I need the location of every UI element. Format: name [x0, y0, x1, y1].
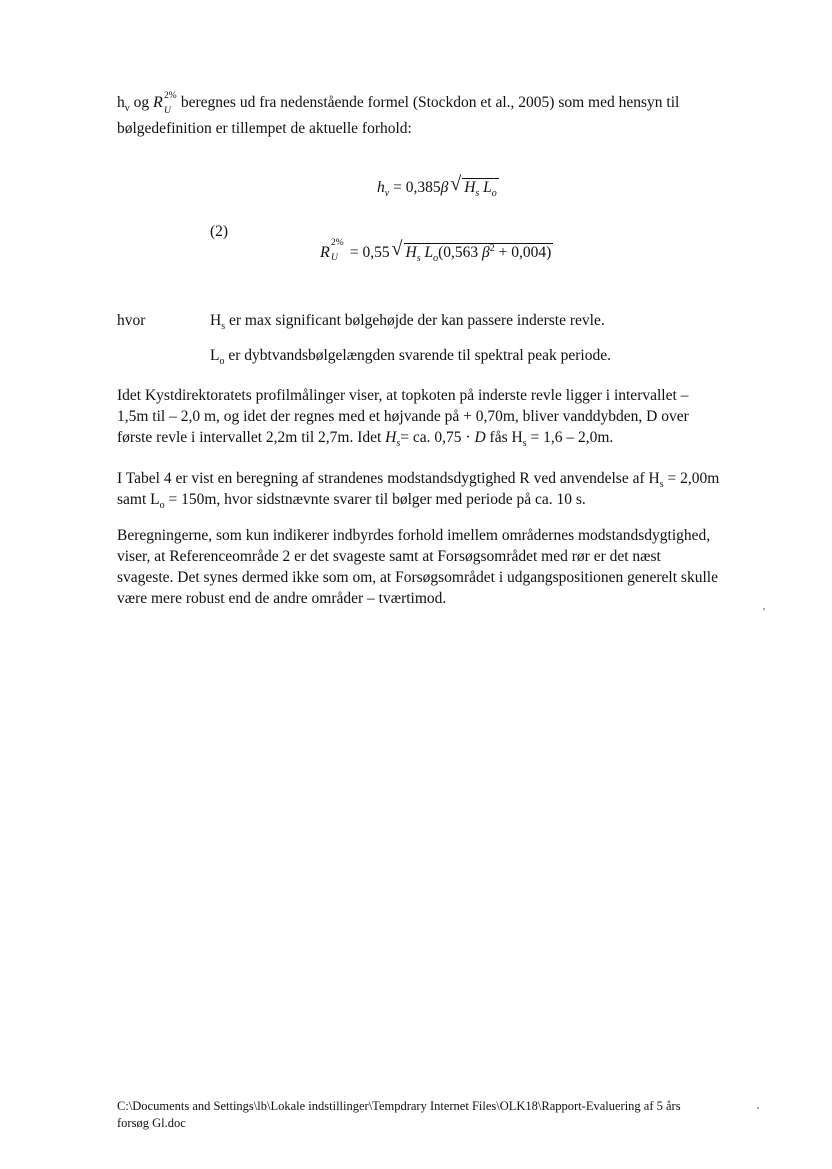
para2-line-1-subscript: s — [659, 479, 664, 491]
symbol-r — [153, 91, 177, 116]
para2-line-2-start: samt L — [117, 491, 160, 508]
definition-lo — [210, 347, 611, 368]
para1-fas-subscript: s — [522, 438, 527, 450]
para1-line-3-end: = 1,6 – 2,0m. — [530, 429, 614, 446]
para2-line-2-subscript: o — [159, 500, 165, 512]
footer-filepath — [117, 1098, 777, 1132]
para1-line-2: 1,5m til – 2,0 m, og idet der regnes med et højvande på + 0,70m, bliver vanddybden, D over — [117, 408, 689, 425]
formula-hv — [377, 173, 499, 200]
formula1-coefficient: = 0,385 — [393, 179, 441, 196]
scan-speck — [763, 608, 765, 610]
definition-lo-symbol: L — [210, 347, 220, 364]
definition-hs — [210, 312, 605, 333]
para1-line-1: Idet Kystdirektoratets profilmålinger viser, at topkoten på inderste revle ligger i intervallet – — [117, 387, 689, 404]
formula1-H: H — [464, 179, 476, 196]
formula2-sqrt — [391, 238, 554, 265]
formula2-radicand — [404, 242, 554, 265]
intro-line-1-text: beregnes ud fra nedenstående formel (Stockdon et al., 2005) som med hensyn til — [180, 94, 680, 111]
para3-line-1: Beregningerne, som kun indikerer indbyrdes forhold imellem områdernes modstandsdygtighed, — [117, 527, 711, 544]
formula-ru — [320, 238, 553, 265]
formula1-lhs-subscript: v — [384, 188, 390, 200]
definition-lo-subscript: o — [219, 356, 225, 368]
symbol-r-main: R — [153, 94, 163, 111]
formula1-L: L — [483, 179, 492, 196]
para3-line-2: viser, at Referenceområde 2 er det svageste samt at Forsøgsområdet med rør er det næst — [117, 548, 661, 565]
formula2-lhs-main: R — [320, 244, 330, 261]
formula1-beta: β — [440, 179, 449, 196]
intro-line-1 — [117, 91, 777, 116]
formula2-lhs-superscript: 2% — [331, 238, 344, 248]
symbol-h-subscript: v — [124, 103, 130, 115]
formula2-lhs-subscript: U — [331, 253, 338, 263]
para2-line-1 — [117, 468, 777, 489]
intro-og: og — [133, 94, 150, 111]
intro-line-2: bølgedefinition er tillempet de aktuelle forhold: — [117, 120, 412, 137]
para3-line-3: svageste. Det synes dermed ikke som om, at Forsøgsområdet i udgangspositionen generelt skulle — [117, 569, 718, 586]
para1-D-symbol: D — [474, 429, 486, 446]
definition-hs-symbol: H — [210, 312, 222, 329]
para2-line-2 — [117, 489, 777, 510]
definition-hs-subscript: s — [221, 321, 226, 333]
para1-line-3-start: første revle i intervallet 2,2m til 2,7m. Idet — [117, 429, 382, 446]
paragraph-beregningerne — [117, 525, 777, 609]
footer-line-2: forsøg Gl.doc — [117, 1116, 186, 1130]
para3-line-4: være mere robust end de andre områder – tværtimod. — [117, 590, 447, 607]
sqrt-icon: √ — [450, 173, 462, 195]
definition-lo-text: er dybtvandsbølgelængden svarende til spektral peak periode. — [228, 347, 611, 364]
symbol-h: h — [117, 94, 125, 111]
formula2-paren-open: (0,563 — [438, 244, 479, 261]
para1-H-subscript: s — [396, 438, 401, 450]
formula2-lhs — [320, 238, 346, 263]
formula2-H: H — [405, 244, 417, 261]
formula2-H-subscript: s — [416, 253, 421, 265]
para2-line-1-end: = 2,00m — [667, 470, 720, 487]
para1-H-symbol: H — [385, 429, 397, 446]
hvor-label: hvor — [117, 312, 146, 329]
formula2-L-subscript: o — [433, 253, 439, 265]
symbol-r-subscript: U — [164, 106, 171, 116]
para1-line-3-mid: = ca. 0,75 · — [400, 429, 471, 446]
formula1-L-subscript: o — [491, 188, 497, 200]
formula1-radicand — [462, 178, 499, 200]
paragraph-tabel4 — [117, 468, 777, 510]
equation-label: (2) — [210, 223, 229, 240]
sqrt-icon: √ — [391, 238, 403, 260]
intro-paragraph — [117, 92, 777, 139]
footer-line-1: C:\Documents and Settings\lb\Lokale indstillinger\Tempdrary Internet Files\OLK18\Rapport-Evaluering af 5 års — [117, 1099, 681, 1113]
formula2-coefficient: = 0,55 — [349, 244, 390, 261]
formula1-H-subscript: s — [475, 188, 480, 200]
formula2-L: L — [424, 244, 434, 261]
para1-fas: fås H — [489, 429, 523, 446]
formula2-beta: β — [482, 244, 490, 261]
formula1-lhs: h — [377, 179, 385, 196]
para1-line-3 — [117, 427, 777, 448]
formula2-beta-superscript: 2 — [489, 242, 495, 254]
symbol-r-superscript: 2% — [164, 91, 177, 101]
definition-hs-text: er max significant bølgehøjde der kan passere inderste revle. — [228, 312, 605, 329]
para2-line-2-end: = 150m, hvor sidstnævnte svarer til bølger med periode på ca. 10 s. — [168, 491, 586, 508]
formula1-sqrt — [450, 173, 499, 200]
paragraph-profilmalinger — [117, 385, 777, 448]
formula2-paren-rest: + 0,004) — [498, 244, 552, 261]
para2-line-1-start: I Tabel 4 er vist en beregning af strandenes modstandsdygtighed R ved anvendelse af H — [117, 470, 660, 487]
